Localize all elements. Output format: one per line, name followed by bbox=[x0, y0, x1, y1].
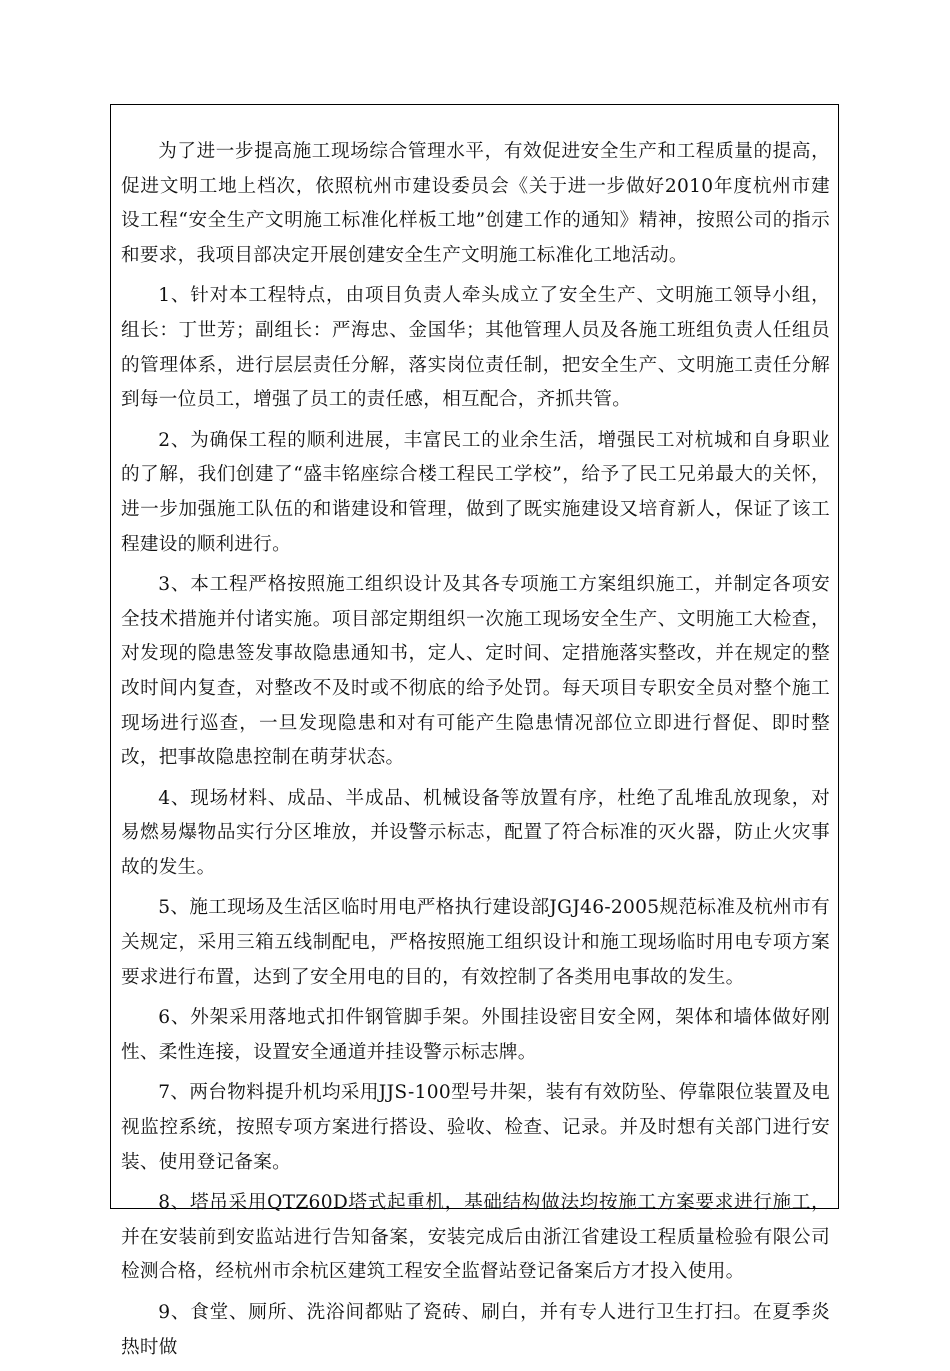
paragraph-6-scaffolding: 6、外架采用落地式扣件钢管脚手架。外围挂设密目安全网，架体和墙体做好刚性、柔性连接，设置安全通道并挂设警示标志牌。 bbox=[121, 1007, 830, 1063]
paragraph-4-materials-storage: 4、现场材料、成品、半成品、机械设备等放置有序，杜绝了乱堆乱放现象，对易燃易爆物品实行分区堆放，并设警示标志，配置了符合标准的灭火器，防止火灾事故的发生。 bbox=[121, 787, 830, 878]
paragraph-intro: 为了进一步提高施工现场综合管理水平，有效促进安全生产和工程质量的提高，促进文明工地上档次，依照杭州市建设委员会《关于进一步做好2010年度杭州市建设工程“安全生产文明施工标准化样板工地”创建工作的通知》精神，按照公司的指示和要求，我项目部决定开展创建安全生产文明施工标准化工地活动。 bbox=[121, 141, 830, 266]
paragraph-7-material-hoists: 7、两台物料提升机均采用JJS-100型号井架，装有有效防坠、停靠限位装置及电视监控系统，按照专项方案进行搭设、验收、检查、记录。并及时想有关部门进行安装、使用登记备案。 bbox=[121, 1082, 830, 1173]
paragraph-3-safety-inspection: 3、本工程严格按照施工组织设计及其各专项施工方案组织施工，并制定各项安全技术措施并付诸实施。项目部定期组织一次施工现场安全生产、文明施工大检查，对发现的隐患签发事故隐患通知书，定人、定时间、定措施落实整改，并在规定的整改时间内复查，对整改不及时或不彻底的给予处罚。每天项目专职安全员对整个施工现场进行巡查，一旦发现隐患和对有可能产生隐患情况部位立即进行督促、即时整改，把事故隐患控制在萌芽状态。 bbox=[121, 574, 830, 769]
paragraph-5-temporary-power: 5、施工现场及生活区临时用电严格执行建设部JGJ46-2005规范标准及杭州市有关规定，采用三箱五线制配电，严格按照施工组织设计和施工现场临时用电专项方案要求进行布置，达到了安全用电的目的，有效控制了各类用电事故的发生。 bbox=[121, 897, 830, 988]
paragraph-2-worker-school: 2、为确保工程的顺利进展，丰富民工的业余生活，增强民工对杭城和自身职业的了解，我们创建了“盛丰铭座综合楼工程民工学校”，给予了民工兄弟最大的关怀，进一步加强施工队伍的和谐建设和管理，做到了既实施建设又培育新人，保证了该工程建设的顺利进行。 bbox=[121, 429, 830, 555]
paragraph-8-tower-crane: 8、塔吊采用QTZ60D塔式起重机，基础结构做法均按施工方案要求进行施工，并在安装前到安监站进行告知备案，安装完成后由浙江省建设工程质量检验有限公司检测合格，经杭州市余杭区建筑工程安全监督站登记备案后方才投入使用。 bbox=[121, 1192, 830, 1283]
document-frame bbox=[110, 104, 839, 1358]
document-body bbox=[121, 135, 830, 1371]
paragraph-9-canteen-sanitation: 9、食堂、厕所、洗浴间都贴了瓷砖、刷白，并有专人进行卫生打扫。在夏季炎热时做 bbox=[121, 1302, 830, 1358]
paragraph-1-leadership-group: 1、针对本工程特点，由项目负责人牵头成立了安全生产、文明施工领导小组，组长：丁世芳；副组长：严海忠、金国华；其他管理人员及各施工班组负责人任组员的管理体系，进行层层责任分解，落实岗位责任制，把安全生产、文明施工责任分解到每一位员工，增强了员工的责任感，相互配合，齐抓共管。 bbox=[121, 285, 830, 411]
